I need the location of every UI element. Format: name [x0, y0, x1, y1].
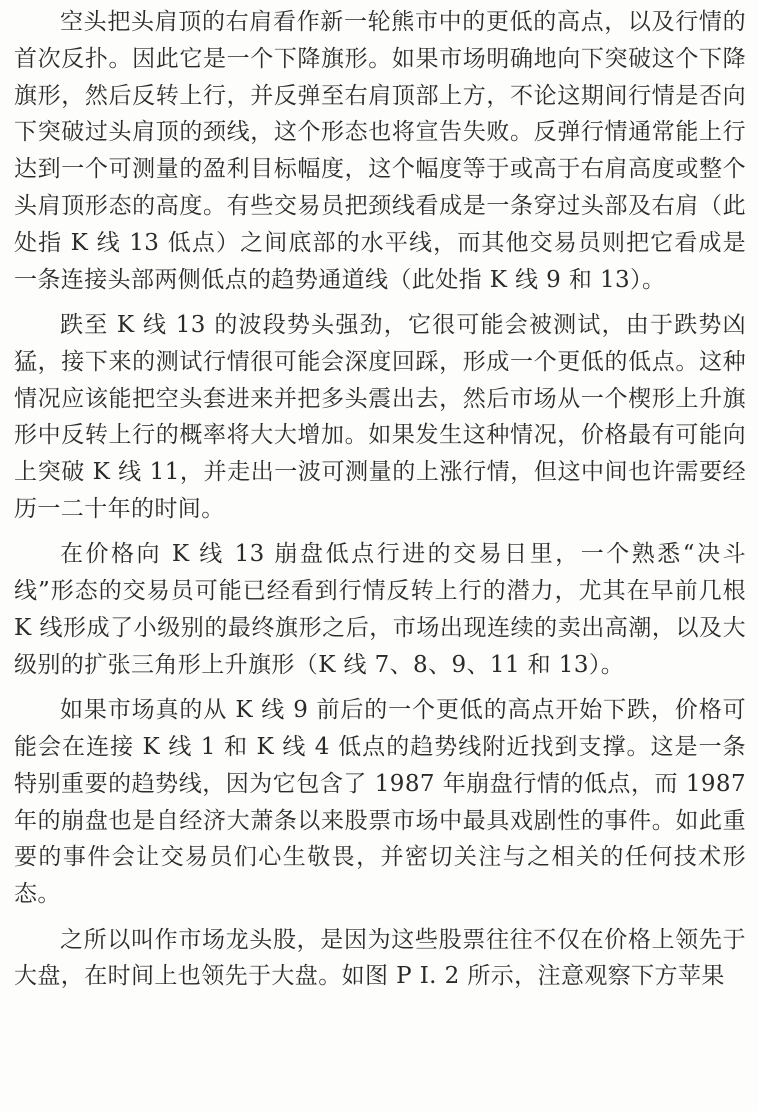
paragraph-4: 如果市场真的从 K 线 9 前后的一个更低的高点开始下跌，价格可能会在连接 K 线 1 和 K 线 4 低点的趋势线附近找到支撑。这是一条特别重要的趋势线，因为它包含了 1987 年崩盘行情的低点，而 1987 年的崩盘也是自经济大萧条以来股票市场中最具戏剧性的事件。如此重要的事件会让交易员们心生敬畏，并密切关注与之相关的任何技术形态。 — [14, 697, 746, 908]
paragraph-2: 跌至 K 线 13 的波段势头强劲，它很可能会被测试，由于跌势凶猛，接下来的测试行情很可能会深度回踩，形成一个更低的低点。这种情况应该能把空头套进来并把多头震出去，然后市场从一个楔形上升旗形中反转上行的概率将大大增加。如果发生这种情况，价格最有可能向上突破 K 线 11，并走出一波可测量的上涨行情，但这中间也许需要经历一二十年的时间。 — [14, 311, 746, 522]
body-text — [14, 4, 746, 995]
paragraph-5: 之所以叫作市场龙头股，是因为这些股票往往不仅在价格上领先于大盘，在时间上也领先于大盘。如图 P Ⅰ. 2 所示，注意观察下方苹果 — [14, 926, 746, 990]
paragraph-3: 在价格向 K 线 13 崩盘低点行进的交易日里，一个熟悉“决斗线”形态的交易员可能已经看到行情反转上行的潜力，尤其在早前几根 K 线形成了小级别的最终旗形之后，市场出现连续的卖出高潮，以及大级别的扩张三角形上升旗形（K 线 7、8、9、11 和 13）。 — [14, 541, 746, 678]
paragraph-1: 空头把头肩顶的右肩看作新一轮熊市中的更低的高点，以及行情的首次反扑。因此它是一个下降旗形。如果市场明确地向下突破这个下降旗形，然后反转上行，并反弹至右肩顶部上方，不论这期间行情是否向下突破过头肩顶的颈线，这个形态也将宣告失败。反弹行情通常能上行达到一个可测量的盈利目标幅度，这个幅度等于或高于右肩高度或整个头肩顶形态的高度。有些交易员把颈线看成是一条穿过头部及右肩（此处指 K 线 13 低点）之间底部的水平线，而其他交易员则把它看成是一条连接头部两侧低点的趋势通道线（此处指 K 线 9 和 13）。 — [14, 9, 746, 293]
